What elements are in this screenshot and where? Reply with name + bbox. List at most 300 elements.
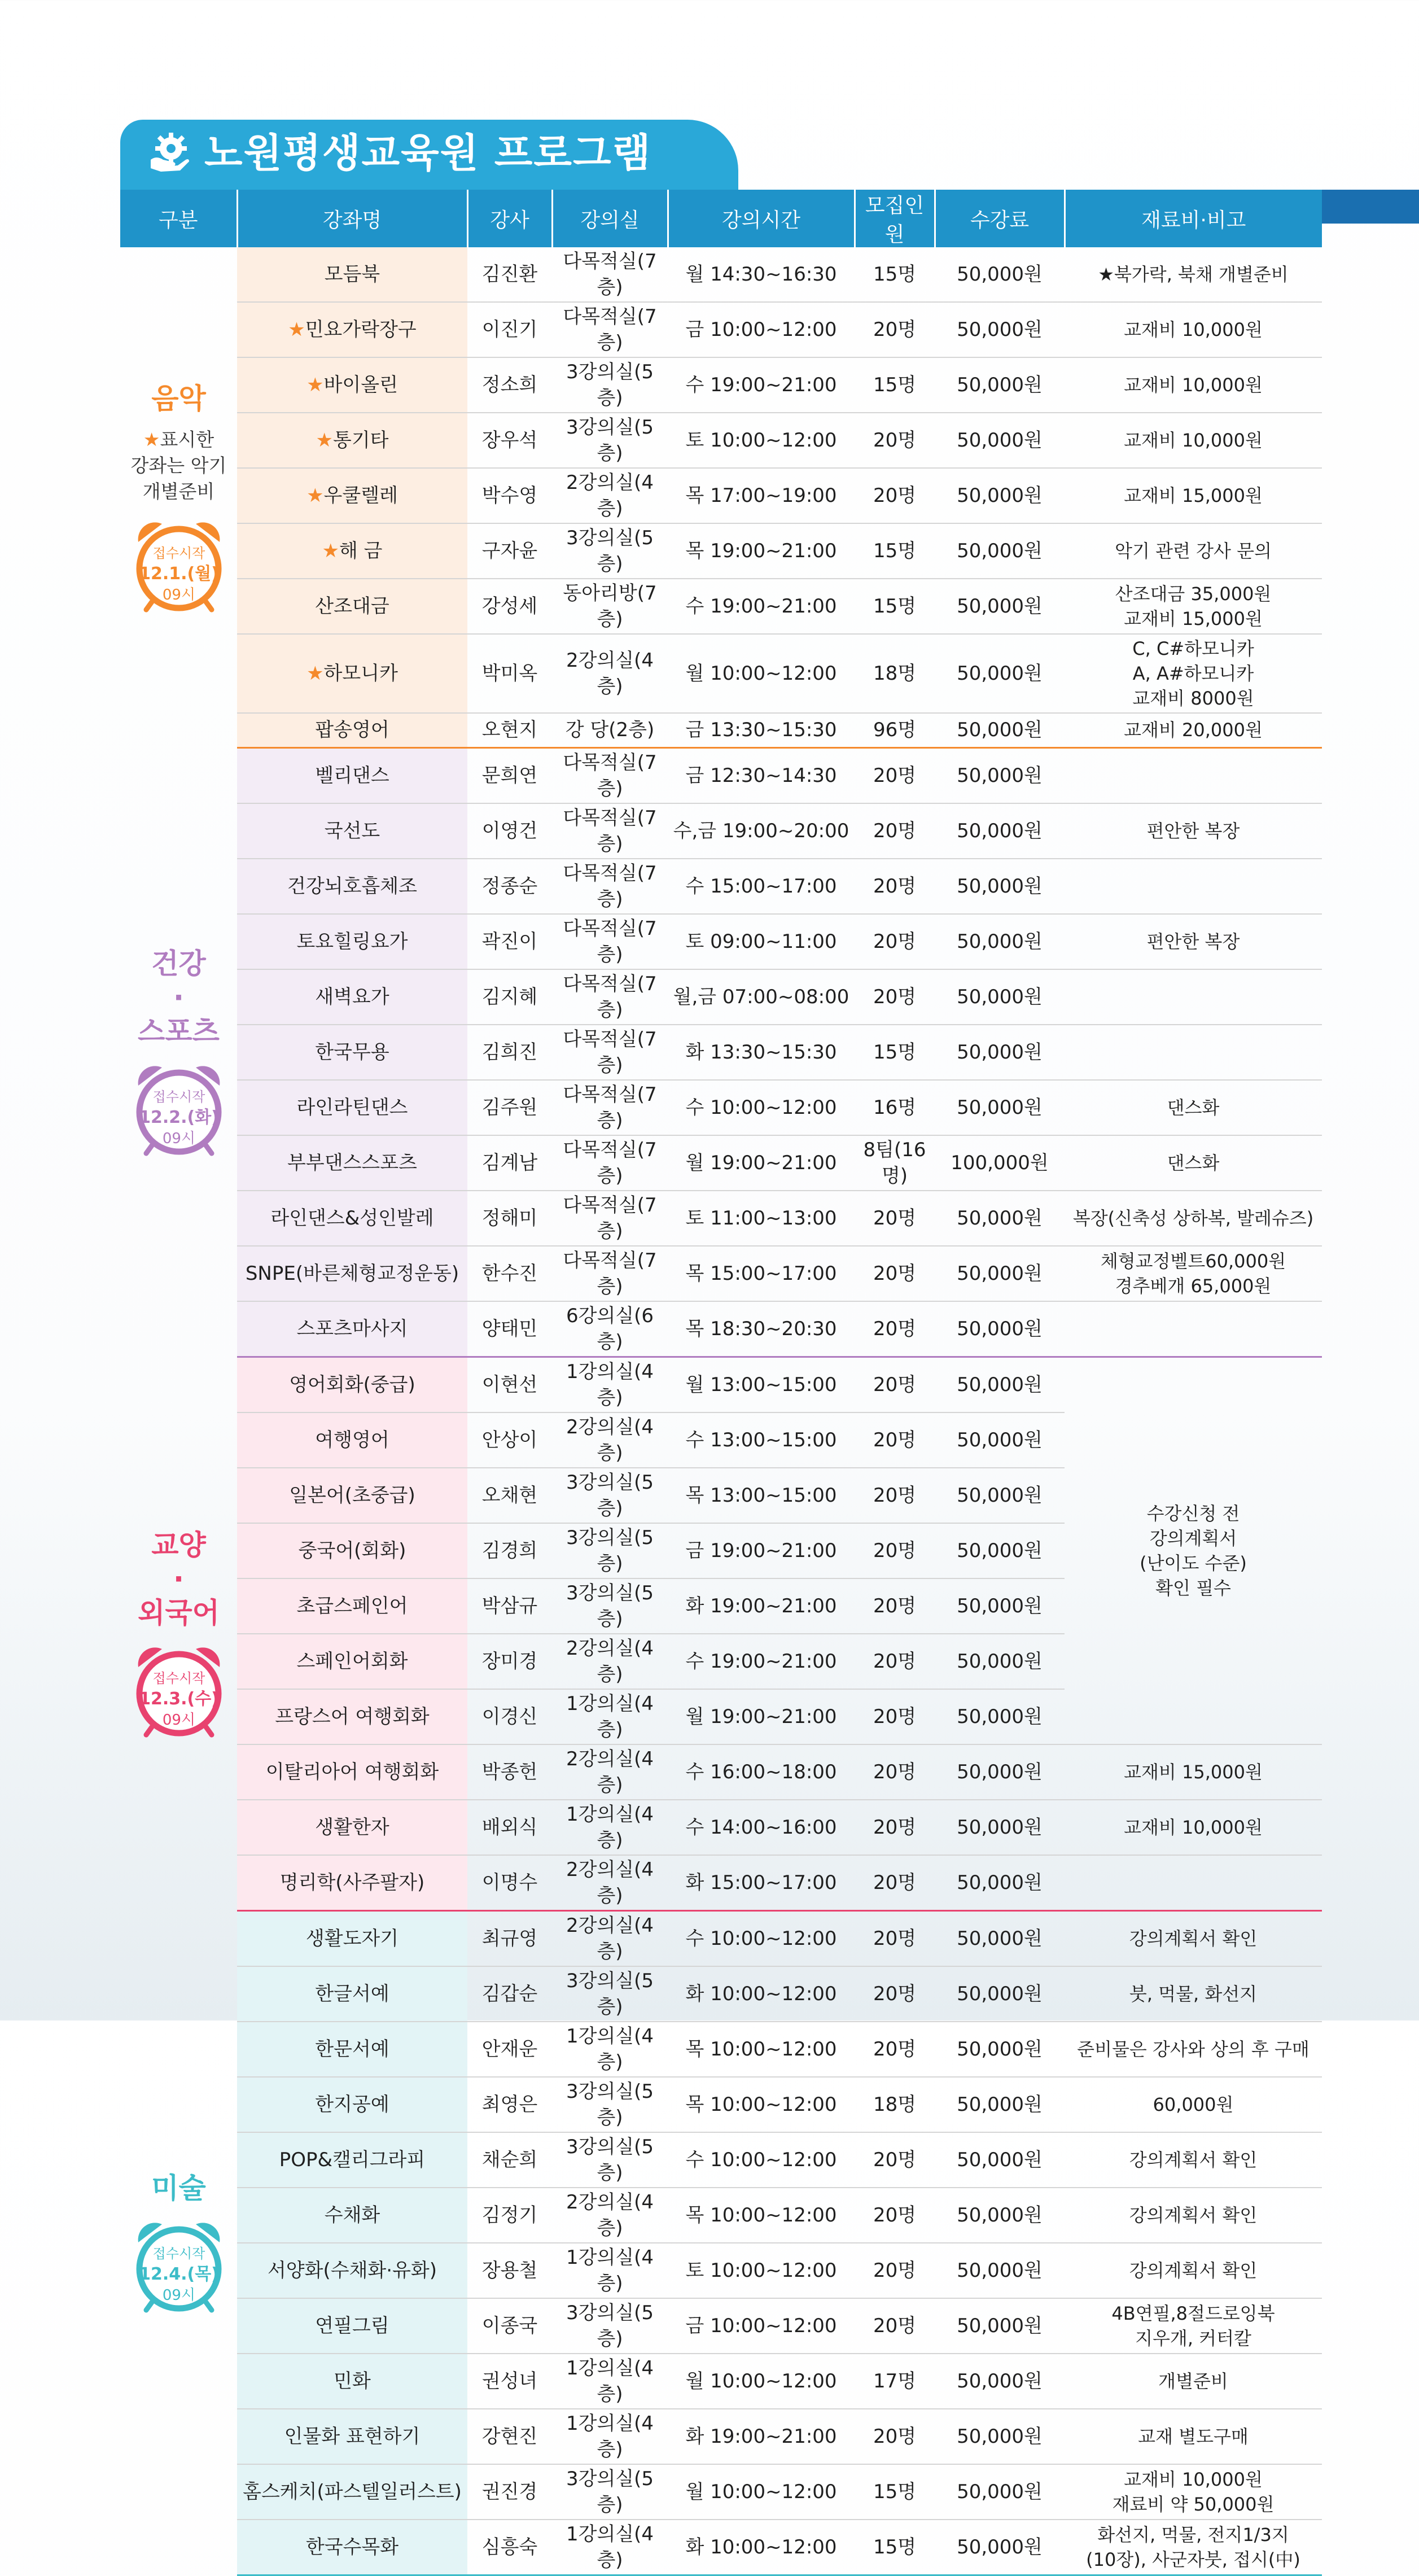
teacher: 이명수 [467,1855,552,1911]
class-time: 목 10:00~12:00 [668,2022,855,2077]
class-time: 수 19:00~21:00 [668,357,855,413]
table-row [120,413,1322,468]
category-cell [120,747,237,1357]
star-icon: ★ [322,540,339,562]
notes [1065,859,1322,914]
star-icon: ★ [316,429,333,452]
room: 다목적실(7층) [552,1080,668,1135]
room: 3강의실(5층) [552,1578,668,1634]
table-row [120,1191,1322,1246]
room: 1강의실(4층) [552,1357,668,1412]
capacity: 20명 [855,1357,935,1412]
fee: 50,000원 [935,969,1065,1025]
course-name [237,1191,467,1246]
teacher: 오채현 [467,1468,552,1523]
course-name [237,1634,467,1689]
room: 강 당(2층) [552,713,668,747]
teacher: 박종헌 [467,1744,552,1800]
notes [1065,1910,1322,1966]
course-name-text: 민화 [334,2369,371,2393]
course-name-text: SNPE(바른체형교정운동) [245,1262,459,1285]
table-row [120,2464,1322,2520]
course-name [237,1744,467,1800]
class-time: 목 17:00~19:00 [668,468,855,523]
class-time: 화 19:00~21:00 [668,1578,855,1634]
capacity: 15명 [855,2520,935,2575]
notes [1065,1301,1322,1357]
teacher: 이진기 [467,302,552,357]
room: 다목적실(7층) [552,747,668,803]
course-name [237,413,467,468]
fee: 50,000원 [935,2409,1065,2464]
clock-label: 접수시작 [152,2246,205,2262]
note-line: 화선지, 먹물, 전지1/3지 [1097,2523,1289,2546]
fee: 50,000원 [935,413,1065,468]
table-row [120,2022,1322,2077]
notes [1065,1025,1322,1080]
clock-date: 12.1.(월) [138,563,219,584]
note-line: 개별준비 [1158,2370,1228,2392]
notes [1065,2022,1322,2077]
note-line: 악기 관련 강사 문의 [1115,540,1272,562]
room: 1강의실(4층) [552,1800,668,1855]
notes [1065,1744,1322,1800]
course-name-text: 생활한자 [315,1816,389,1839]
class-time: 목 10:00~12:00 [668,2188,855,2243]
col-header: 재료비·비고 [1065,190,1322,247]
fee: 50,000원 [935,1357,1065,1412]
course-name [237,247,467,302]
category-note-line: 개별준비 [142,480,215,502]
course-name [237,1246,467,1301]
course-name-text: 초급스페인어 [296,1594,408,1617]
room: 6강의실(6층) [552,1301,668,1357]
capacity: 20명 [855,2022,935,2077]
notes [1065,1800,1322,1855]
fee: 50,000원 [935,1191,1065,1246]
clock-label: 접수시작 [152,1670,205,1686]
teacher: 장미경 [467,1634,552,1689]
room: 3강의실(5층) [552,413,668,468]
note-line: 교재비 10,000원 [1124,374,1263,396]
notes [1065,634,1322,713]
table-row [120,2409,1322,2464]
class-time: 토 10:00~12:00 [668,2243,855,2298]
course-name-text: 부부댄스스포츠 [287,1151,417,1174]
capacity: 20명 [855,413,935,468]
table-row [120,1744,1322,1800]
fee: 50,000원 [935,2022,1065,2077]
note-line: 60,000원 [1153,2093,1234,2115]
course-name-text: 벨리댄스 [315,764,389,787]
page-title: 노원평생교육원 프로그램 [204,130,652,176]
capacity: 20명 [855,1523,935,1578]
fee: 50,000원 [935,1689,1065,1744]
table-row [120,523,1322,579]
table-row [120,302,1322,357]
teacher: 구자윤 [467,523,552,579]
capacity: 20명 [855,2298,935,2354]
alarm-clock-icon [128,1059,230,1157]
table-row [120,747,1322,803]
note-line: 교재비 15,000원 [1124,485,1263,506]
teacher: 박삼규 [467,1578,552,1634]
capacity: 16명 [855,1080,935,1135]
course-name-text: 한글서예 [315,1982,389,2005]
capacity: 20명 [855,1634,935,1689]
room: 다목적실(7층) [552,1191,668,1246]
table-row [120,357,1322,413]
teacher: 채순희 [467,2132,552,2188]
course-name-text: 한국무용 [315,1040,389,1064]
table-row [120,579,1322,634]
table-row [120,859,1322,914]
class-time: 화 10:00~12:00 [668,2520,855,2575]
note-line: 교재비 15,000원 [1124,608,1263,629]
fee: 50,000원 [935,302,1065,357]
course-name-text: 연필그림 [315,2314,389,2337]
room: 1강의실(4층) [552,2354,668,2409]
capacity: 20명 [855,2409,935,2464]
category-name [151,2171,206,2205]
capacity: 20명 [855,1855,935,1911]
notes [1065,413,1322,468]
course-name [237,2188,467,2243]
fee: 50,000원 [935,579,1065,634]
fee: 100,000원 [935,1135,1065,1191]
note-line: 교재비 10,000원 [1124,2468,1263,2490]
table-row [120,914,1322,969]
note-line: C, C#하모니카 [1132,638,1254,659]
room: 1강의실(4층) [552,1689,668,1744]
course-name-text: 팝송영어 [315,719,389,742]
notes [1065,1135,1322,1191]
notes [1065,1191,1322,1246]
fee: 50,000원 [935,2132,1065,2188]
capacity: 20명 [855,1301,935,1357]
table-row [120,1025,1322,1080]
col-header: 강좌명 [237,190,467,247]
note-line: (10장), 사군자붓, 접시(中) [1086,2548,1300,2570]
course-name [237,859,467,914]
class-time: 금 10:00~12:00 [668,2298,855,2354]
program-table [120,190,1322,2576]
notes [1065,2409,1322,2464]
teacher: 안재운 [467,2022,552,2077]
capacity: 15명 [855,357,935,413]
note-line: 교재비 15,000원 [1124,1761,1263,1783]
class-time: 월 10:00~12:00 [668,634,855,713]
table-row [120,2354,1322,2409]
capacity: 15명 [855,523,935,579]
table-row [120,2243,1322,2298]
class-time: 수 10:00~12:00 [668,2132,855,2188]
course-name-text: 스포츠마사지 [296,1317,408,1340]
clock-time: 09시 [162,2287,195,2304]
course-name-text: 통기타 [332,429,389,452]
class-time: 수 14:00~16:00 [668,1800,855,1855]
notes [1065,2188,1322,2243]
clock-time: 09시 [162,1130,195,1147]
teacher: 정소희 [467,357,552,413]
category-box [120,2171,237,2314]
note-line: 강의계획서 확인 [1129,1927,1258,1949]
fee: 50,000원 [935,2077,1065,2132]
notes [1065,2243,1322,2298]
room: 2강의실(4층) [552,1634,668,1689]
notes [1065,1855,1322,1911]
alarm-clock-icon [128,2215,230,2314]
note-line: 재료비 약 50,000원 [1112,2493,1275,2515]
category-box [120,1528,237,1739]
room: 다목적실(7층) [552,302,668,357]
room: 3강의실(5층) [552,1966,668,2022]
note-line: 경추베개 65,000원 [1115,1275,1272,1297]
col-header: 수강료 [935,190,1065,247]
capacity: 15명 [855,1025,935,1080]
course-name-text: 우쿨렐레 [323,484,398,507]
class-time: 수 10:00~12:00 [668,1910,855,1966]
col-header: 구분 [120,190,237,247]
notes [1065,1246,1322,1301]
notes [1065,468,1322,523]
capacity: 96명 [855,713,935,747]
notes [1065,302,1322,357]
course-name [237,1800,467,1855]
capacity: 15명 [855,579,935,634]
table-row [120,1246,1322,1301]
capacity: 15명 [855,2464,935,2520]
course-name [237,1025,467,1080]
teacher: 오현지 [467,713,552,747]
course-name-text: 생활도자기 [305,1927,399,1950]
table-row [120,2188,1322,2243]
notes [1065,357,1322,413]
class-time: 수 16:00~18:00 [668,1744,855,1800]
course-name-text: 한국수목화 [305,2535,399,2558]
capacity: 20명 [855,302,935,357]
clock-date: 12.3.(수) [138,1689,219,1709]
table-row [120,1080,1322,1135]
course-name [237,1412,467,1468]
room: 3강의실(5층) [552,523,668,579]
col-header: 모집인원 [855,190,935,247]
category-cell [120,247,237,747]
capacity: 18명 [855,2077,935,2132]
notes [1065,747,1322,803]
note-line: 댄스화 [1167,1096,1220,1118]
table-header-row [120,190,1322,247]
course-name [237,1910,467,1966]
category-name-line: · [173,981,184,1014]
capacity: 20명 [855,914,935,969]
note-line: ★북가락, 북채 개별준비 [1098,264,1289,285]
category-name-line: 교양 [151,1529,206,1562]
course-name [237,2022,467,2077]
note-line: 강의계획서 확인 [1129,2259,1258,2281]
course-name [237,1855,467,1911]
category-cell [120,1910,237,2575]
notes [1065,803,1322,859]
col-header: 강의시간 [668,190,855,247]
teacher: 최규영 [467,1910,552,1966]
room: 1강의실(4층) [552,2022,668,2077]
category-note [131,427,227,505]
course-name [237,357,467,413]
star-icon: ★ [143,428,160,451]
class-time: 월,금 07:00~08:00 [668,969,855,1025]
course-name-text: 새벽요가 [315,985,389,1008]
notes [1065,2464,1322,2520]
fee: 50,000원 [935,2520,1065,2575]
room: 1강의실(4층) [552,2409,668,2464]
course-name [237,2464,467,2520]
class-time: 화 10:00~12:00 [668,1966,855,2022]
table-row [120,2520,1322,2575]
course-name-text: 산조대금 [315,595,389,618]
teacher: 김계남 [467,1135,552,1191]
note-line: 확인 필수 [1155,1577,1231,1599]
course-name [237,2409,467,2464]
note-line: 체형교정벨트60,000원 [1100,1250,1286,1272]
teacher: 장우석 [467,413,552,468]
note-line: 교재비 8000원 [1132,688,1254,709]
table-row [120,247,1322,302]
capacity: 20명 [855,2188,935,2243]
room: 3강의실(5층) [552,2132,668,2188]
course-name [237,2298,467,2354]
class-time: 목 15:00~17:00 [668,1246,855,1301]
category-name-line: 건강 [151,947,206,980]
fee: 50,000원 [935,2354,1065,2409]
teacher: 정해미 [467,1191,552,1246]
capacity: 15명 [855,247,935,302]
class-time: 토 11:00~13:00 [668,1191,855,1246]
class-time: 토 10:00~12:00 [668,413,855,468]
room: 2강의실(4층) [552,1412,668,1468]
class-time: 금 19:00~21:00 [668,1523,855,1578]
course-name [237,803,467,859]
note-line: 강의계획서 [1149,1527,1237,1549]
room: 2강의실(4층) [552,634,668,713]
note-line: A, A#하모니카 [1132,663,1254,684]
category-box [120,947,237,1157]
teacher: 김진환 [467,247,552,302]
room: 3강의실(5층) [552,357,668,413]
teacher: 장용철 [467,2243,552,2298]
class-time: 화 19:00~21:00 [668,2409,855,2464]
course-name-text: 여행영어 [315,1428,389,1451]
category-name [138,1528,220,1630]
room: 2강의실(4층) [552,468,668,523]
capacity: 20명 [855,1966,935,2022]
room: 다목적실(7층) [552,803,668,859]
category-name-line: 스포츠 [138,1015,220,1048]
table-row [120,969,1322,1025]
room: 다목적실(7층) [552,969,668,1025]
note-line: 강의계획서 확인 [1129,2204,1258,2226]
clock-time: 09시 [162,586,195,603]
course-name-text: 수채화 [324,2203,380,2227]
table-row [120,2077,1322,2132]
note-line: 붓, 먹물, 화선지 [1129,1983,1258,2005]
alarm-clock-icon [128,1640,230,1739]
class-time: 월 14:30~16:30 [668,247,855,302]
fee: 50,000원 [935,2188,1065,2243]
clock-date: 12.2.(화) [138,1108,219,1127]
course-name [237,2520,467,2575]
fee: 50,000원 [935,247,1065,302]
note-line: 교재 별도구매 [1138,2425,1249,2447]
class-time: 월 19:00~21:00 [668,1689,855,1744]
fee: 50,000원 [935,859,1065,914]
notes [1065,1357,1322,1744]
course-name-text: 라인라틴댄스 [296,1096,408,1119]
course-name [237,1578,467,1634]
course-name-text: 중국어(회화) [298,1539,406,1562]
course-name-text: 라인댄스&성인발레 [270,1206,434,1230]
teacher: 김정기 [467,2188,552,2243]
capacity: 20명 [855,1412,935,1468]
category-name [151,382,206,416]
room: 동아리방(7층) [552,579,668,634]
room: 2강의실(4층) [552,1910,668,1966]
header-strip-end [1322,190,1419,224]
room: 3강의실(5층) [552,2298,668,2354]
course-name-text: 하모니카 [323,662,398,685]
category-note-line: 강좌는 악기 [130,454,227,476]
course-name [237,302,467,357]
room: 다목적실(7층) [552,859,668,914]
table-row [120,1910,1322,1966]
class-time: 금 13:30~15:30 [668,713,855,747]
room: 다목적실(7층) [552,247,668,302]
category-note-line [131,427,227,453]
class-time: 목 18:30~20:30 [668,1301,855,1357]
clock-label: 접수시작 [152,545,205,561]
note-line: 산조대금 35,000원 [1115,583,1272,605]
category-name-line: 미술 [151,2172,206,2205]
course-name-text: 한문서예 [315,2037,389,2061]
note-line: 편안한 복장 [1146,930,1240,952]
course-name-text: 명리학(사주팔자) [279,1871,425,1894]
fee: 50,000원 [935,1468,1065,1523]
star-icon: ★ [288,318,305,341]
teacher: 박미옥 [467,634,552,713]
table-row [120,1966,1322,2022]
course-name-text: 한지공예 [315,2093,389,2116]
col-header: 강사 [467,190,552,247]
course-name-text: 민요가락장구 [305,318,417,341]
course-name [237,2243,467,2298]
class-time: 수 13:00~15:00 [668,1412,855,1468]
teacher: 권성녀 [467,2354,552,2409]
fee: 50,000원 [935,2298,1065,2354]
class-time: 금 12:30~14:30 [668,747,855,803]
capacity: 8팀(16명) [855,1135,935,1191]
note-line: 교재비 20,000원 [1124,719,1263,741]
note-line: (난이도 수준) [1140,1552,1247,1574]
star-icon: ★ [306,662,324,685]
clock-time: 09시 [162,1712,195,1729]
course-name [237,579,467,634]
notes [1065,2520,1322,2575]
course-name [237,634,467,713]
class-time: 월 19:00~21:00 [668,1135,855,1191]
clock-date: 12.4.(목) [138,2264,219,2284]
fee: 50,000원 [935,1412,1065,1468]
note-line: 교재비 10,000원 [1124,430,1263,451]
